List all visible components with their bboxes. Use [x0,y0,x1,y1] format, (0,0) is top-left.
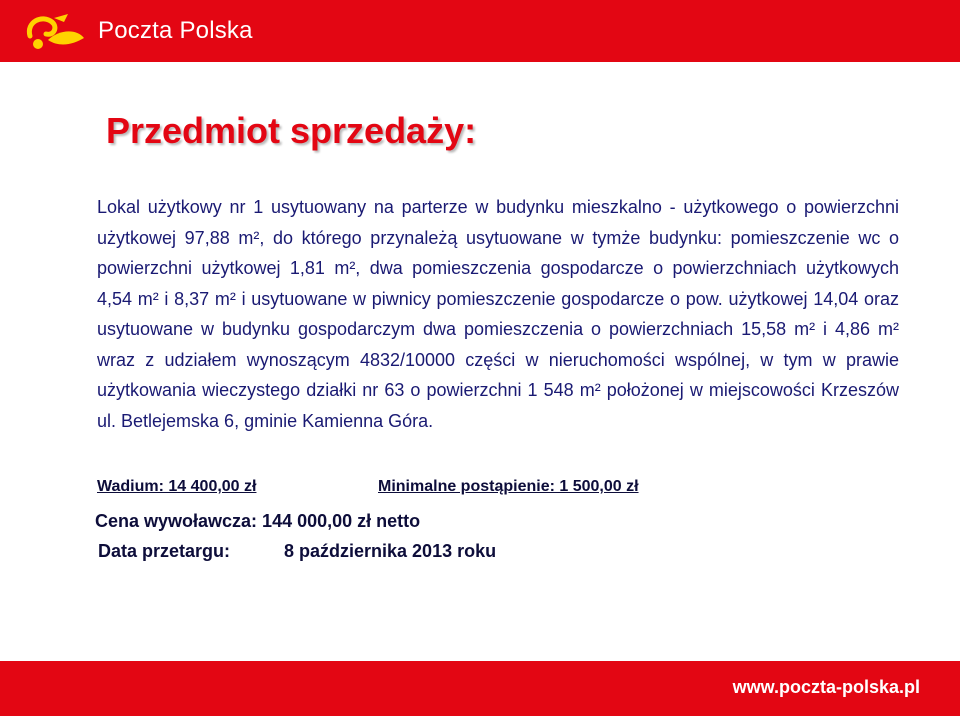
wadium-label: Wadium: 14 400,00 zł [97,478,257,495]
website-link[interactable]: www.poczta-polska.pl [732,677,920,697]
property-description: Lokal użytkowy nr 1 usytuowany na parterze w budynku mieszkalno - użytkowego o powierzchni użytkowej 97,88 m², do którego przynależą usytuowane w tymże budynku: pomieszczenie wc o powierzchni użytkowej 1,81 m², dwa pomieszczenia gospodarcze o powierzchniach użytkowych 4,54 m² i 8,37 m² i usytuowane w piwnicy pomieszczenie gospodarcze o pow. użytkowej 14,04 oraz usytuowane w budynku gospodarczym dwa pomieszczenia o powierzchniach 15,58 m² i 4,86 m² wraz z udziałem wynoszącym 4832/10000 części w nieruchomości wspólnej, w tym w prawie użytkowania wieczystego działki nr 63 o powierzchni 1 548 m² położonej w miejscowości Krzeszów ul. Betlejemska 6, gminie Kamienna Góra. [97,197,899,431]
auction-date-label: Data przetargu: [98,541,231,561]
page-title: Przedmiot sprzedaży: [106,110,477,151]
brand-name: Poczta Polska [98,17,253,44]
auction-date-value: 8 października 2013 roku [284,541,497,561]
starting-price: Cena wywoławcza: 144 000,00 zł netto [95,511,421,531]
posthorn-logo-icon [24,10,90,54]
footer-bar [0,661,960,716]
header-bar [0,0,960,62]
minimum-bid-label: Minimalne postąpienie: 1 500,00 zł [378,478,639,495]
